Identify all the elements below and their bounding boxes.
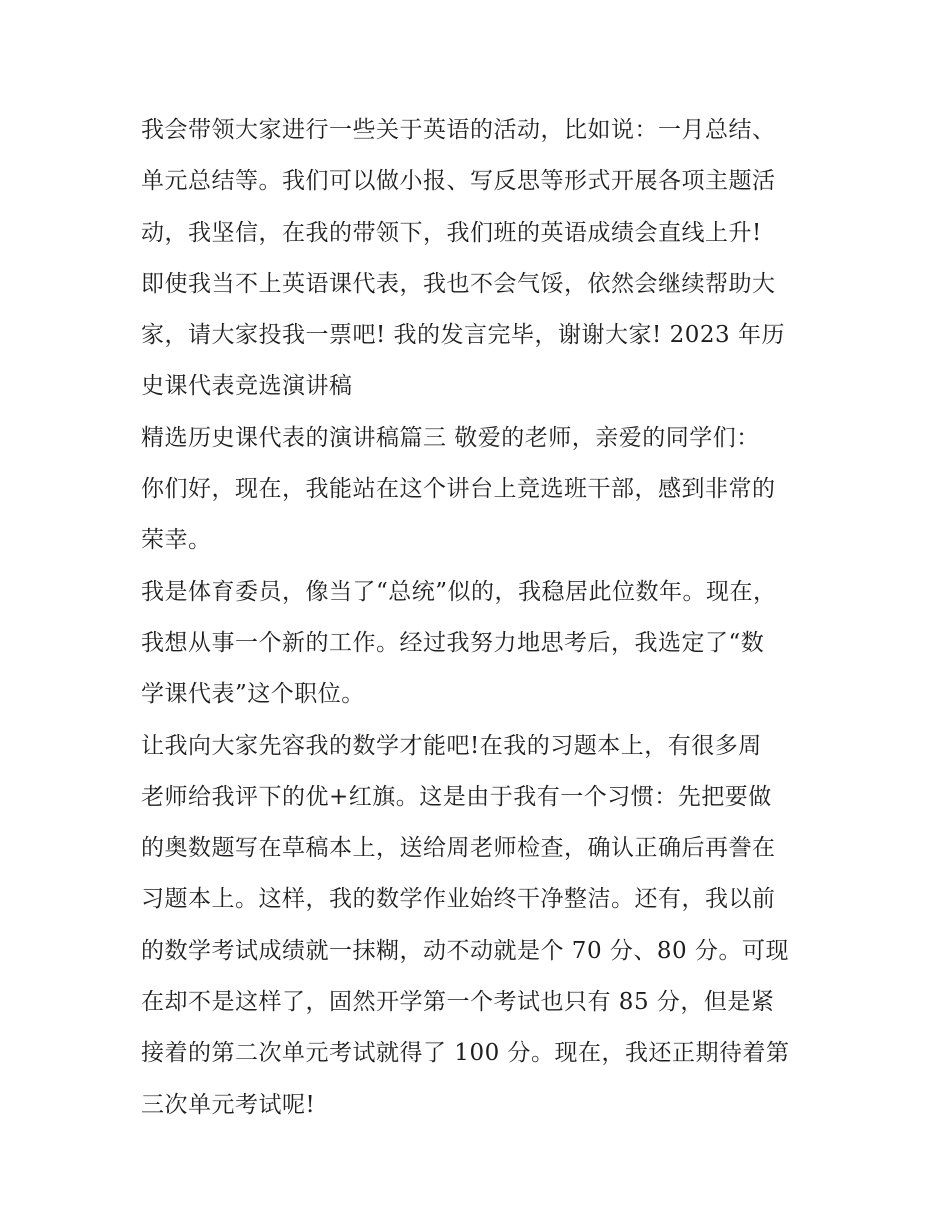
text-line: 在却不是这样了，固然开学第一个考试也只有 85 分，但是紧 — [141, 989, 775, 1016]
text-line: 学课代表”这个职位。 — [141, 681, 365, 708]
text-line: 精选历史课代表的演讲稿篇三 敬爱的老师，亲爱的同学们： — [141, 424, 760, 451]
text-line: 习题本上。这样，我的数学作业始终干净整洁。还有，我以前 — [141, 886, 776, 913]
text-line: 荣幸。 — [141, 527, 212, 554]
text-line: 你们好，现在，我能站在这个讲台上竞选班干部，感到非常的 — [141, 476, 776, 503]
text-line: 老师给我评下的优+红旗。这是由于我有一个习惯：先把要做 — [141, 783, 772, 810]
text-line: 家，请大家投我一票吧! 我的发言完毕，谢谢大家! 2023 年历 — [141, 322, 785, 349]
speech-text — [141, 107, 831, 1133]
text-line: 即使我当不上英语课代表，我也不会气馁，依然会继续帮助大 — [141, 270, 776, 297]
text-line: 动，我坚信，在我的带领下，我们班的英语成绩会直线上升! — [141, 219, 762, 246]
text-line: 接着的第二次单元考试就得了 100 分。现在，我还正期待着第 — [141, 1040, 790, 1067]
text-line: 单元总结等。我们可以做小报、写反思等形式开展各项主题活 — [141, 168, 776, 195]
text-line: 让我向大家先容我的数学才能吧!在我的习题本上，有很多周 — [141, 732, 762, 759]
text-line: 我会带领大家进行一些关于英语的活动，比如说：一月总结、 — [141, 117, 776, 143]
text-line: 我想从事一个新的工作。经过我努力地思考后，我选定了“数 — [141, 629, 765, 656]
text-line: 史课代表竞选演讲稿 — [141, 373, 353, 400]
text-line: 三次单元考试呢! — [141, 1091, 316, 1118]
text-line: 的数学考试成绩就一抹糊，动不动就是个 70 分、80 分。可现 — [141, 937, 789, 964]
text-line: 的奥数题写在草稿本上，送给周老师检查，确认正确后再誊在 — [141, 835, 776, 862]
text-line: 我是体育委员，像当了“总统”似的，我稳居此位数年。现在， — [141, 578, 777, 605]
